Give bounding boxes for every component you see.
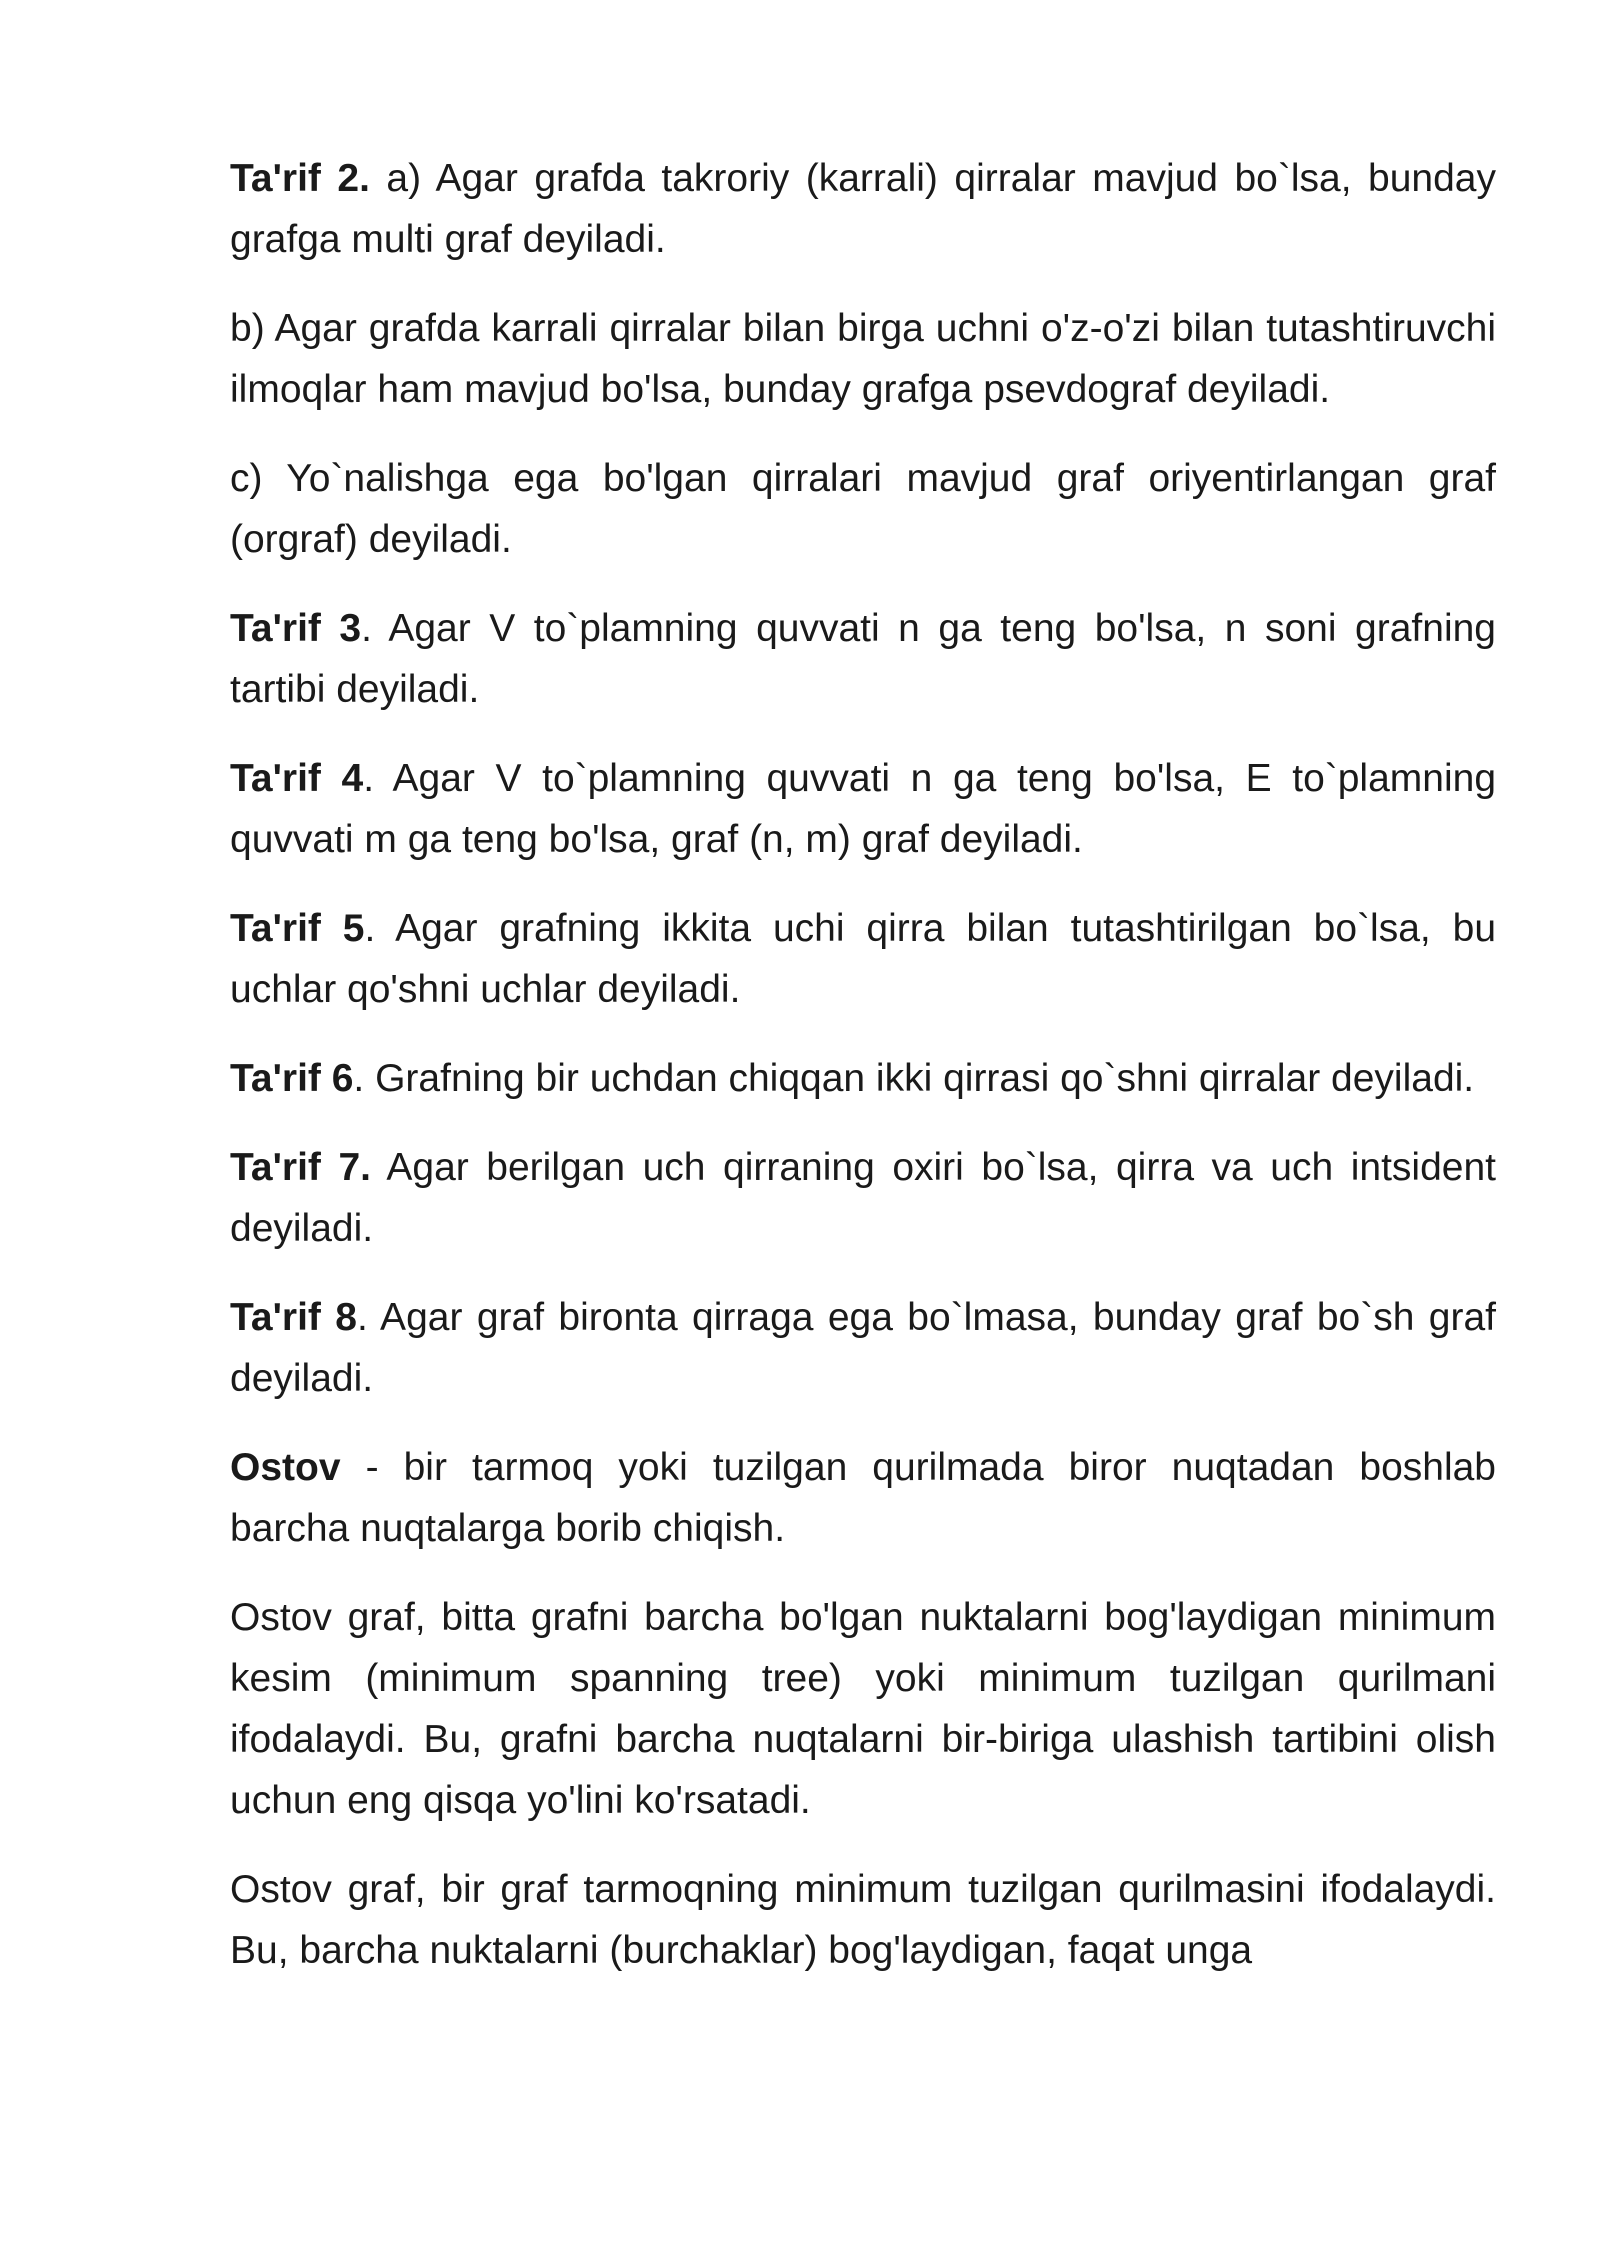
paragraph-text: Ostov graf, bitta grafni barcha bo'lgan nuktalarni bog'laydigan minimum kesim (minimum spanning tree) yoki minimum tuzilgan qurilmani ifodalaydi. Bu, grafni barcha nuqtalarni bir-biriga ulashish tartibini olish uchun eng qisqa yo'lini ko'rsatadi.	[230, 1596, 1496, 1822]
definition-3-paragraph	[230, 598, 1496, 720]
definition-2c-paragraph	[230, 448, 1496, 570]
paragraph-lead: Ta'rif 4	[230, 757, 364, 800]
paragraph-text: b) Agar grafda karrali qirralar bilan birga uchni o'z-o'zi bilan tutashtiruvchi ilmoqlar ham mavjud bo'lsa, bunday grafga psevdograf deyiladi.	[230, 307, 1496, 411]
definition-8-paragraph	[230, 1287, 1496, 1409]
paragraph-lead: Ta'rif 3	[230, 607, 362, 650]
definition-5-paragraph	[230, 898, 1496, 1020]
definition-2a-paragraph	[230, 148, 1496, 270]
paragraph-text: a) Agar grafda takroriy (karrali) qirralar mavjud bo`lsa, bunday grafga multi graf deyiladi.	[230, 157, 1496, 261]
paragraph-text: . Agar grafning ikkita uchi qirra bilan tutashtirilgan bo`lsa, bu uchlar qo'shni uchlar deyiladi.	[230, 907, 1497, 1011]
paragraph-text: . Agar graf bironta qirraga ega bo`lmasa, bunday graf bo`sh graf deyiladi.	[230, 1296, 1497, 1400]
paragraph-text: - bir tarmoq yoki tuzilgan qurilmada biror nuqtadan boshlab barcha nuqtalarga borib chiqish.	[230, 1446, 1496, 1550]
paragraph-lead: Ta'rif 5	[230, 907, 365, 950]
document-page	[230, 148, 1496, 2009]
paragraph-lead: Ta'rif 2.	[230, 157, 370, 200]
paragraph-text: . Agar V to`plamning quvvati n ga teng bo'lsa, E to`plamning quvvati m ga teng bo'lsa, graf (n, m) graf deyiladi.	[230, 757, 1497, 861]
definition-4-paragraph	[230, 748, 1496, 870]
paragraph-lead: Ostov	[230, 1446, 341, 1489]
definition-2b-paragraph	[230, 298, 1496, 420]
paragraph-text: c) Yo`nalishga ega bo'lgan qirralari mavjud graf oriyentirlangan graf (orgraf) deyiladi.	[230, 457, 1496, 561]
paragraph-text: . Agar V to`plamning quvvati n ga teng bo'lsa, n soni grafning tartibi deyiladi.	[230, 607, 1496, 711]
ostov-graph-paragraph-2	[230, 1859, 1496, 1981]
definition-7-paragraph	[230, 1137, 1496, 1259]
ostov-definition-paragraph	[230, 1437, 1496, 1559]
paragraph-text: Agar berilgan uch qirraning oxiri bo`lsa, qirra va uch intsident deyiladi.	[230, 1146, 1496, 1250]
ostov-graph-paragraph-1	[230, 1587, 1496, 1831]
paragraph-text: Ostov graf, bir graf tarmoqning minimum tuzilgan qurilmasini ifodalaydi. Bu, barcha nuktalarni (burchaklar) bog'laydigan, faqat unga	[230, 1868, 1496, 1972]
paragraph-text: . Grafning bir uchdan chiqqan ikki qirrasi qo`shni qirralar deyiladi.	[353, 1057, 1475, 1100]
paragraph-lead: Ta'rif 7.	[230, 1146, 371, 1189]
definition-6-paragraph	[230, 1048, 1496, 1109]
paragraph-lead: Ta'rif 6	[230, 1057, 354, 1100]
paragraph-lead: Ta'rif 8	[230, 1296, 357, 1339]
